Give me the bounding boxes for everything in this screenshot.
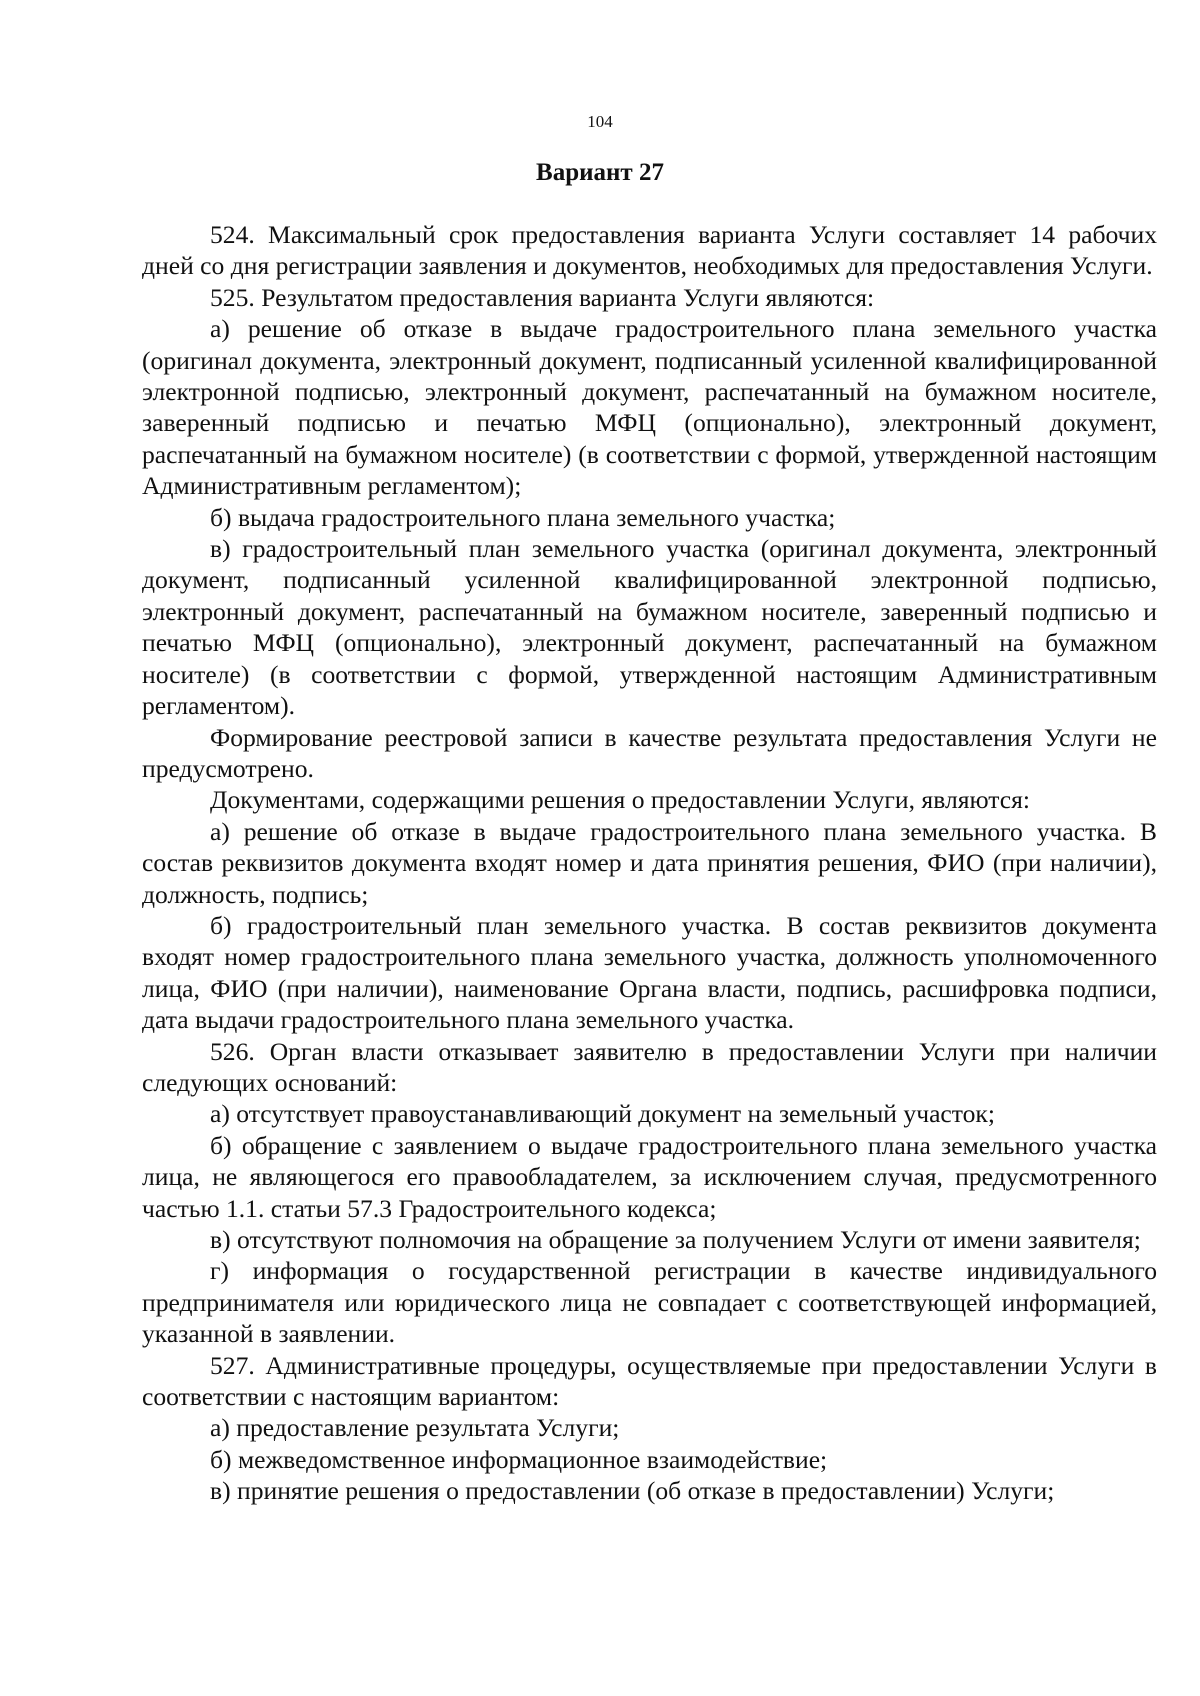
section-heading: Вариант 27 [536,159,664,186]
paragraph-registry-record: Формирование реестровой записи в качестве результата предоставления Услуги не предусмотрено. [142,722,1157,783]
paragraph-526: 526. Орган власти отказывает заявителю в предоставлении Услуги при наличии следующих оснований: [142,1036,1157,1097]
paragraph-decision-documents: Документами, содержащими решения о предоставлении Услуги, являются: [210,785,1031,815]
list-item-525-a: а) решение об отказе в выдаче градостроительного плана земельного участка (оригинал документа, электронный документ, подписанный усиленной квалифицированной электронной подписью, электронный документ, распечатанный на бумажном носителе, заверенный подписью и печатью МФЦ (опционально), электронный документ, распечатанный на бумажном носителе) (в соответствии с формой, утвержденной настоящим Административным регламентом); [142,314,1157,501]
list-item-527-a: а) предоставление результата Услуги; [210,1413,620,1443]
list-item-526-b: б) обращение с заявлением о выдаче градостроительного плана земельного участка лица, не являющегося его правообладателем, за исключением случая, предусмотренного частью 1.1. статьи 57.3 Градостроительного кодекса; [142,1130,1157,1223]
list-item-527-v: в) принятие решения о предоставлении (об отказе в предоставлении) Услуги; [210,1476,1055,1506]
list-item-documents-b: б) градостроительный план земельного участка. В состав реквизитов документа входят номер градостроительного плана земельного участка, должность уполномоченного лица, ФИО (при наличии), наименование Органа власти, подпись, расшифровка подписи, дата выдачи градостроительного плана земельного участка. [142,910,1157,1035]
paragraph-524: 524. Максимальный срок предоставления варианта Услуги составляет 14 рабочих дней со дня регистрации заявления и документов, необходимых для предоставления Услуги. [142,220,1157,281]
list-item-525-v: в) градостроительный план земельного участка (оригинал документа, электронный документ, подписанный усиленной квалифицированной электронной подписью, электронный документ, распечатанный на бумажном носителе, заверенный подписью и печатью МФЦ (опционально), электронный документ, распечатанный на бумажном носителе) (в соответствии с формой, утвержденной настоящим Административным регламентом). [142,534,1157,721]
list-item-526-a: а) отсутствует правоустанавливающий документ на земельный участок; [210,1099,995,1129]
list-item-525-b: б) выдача градостроительного плана земельного участка; [210,502,836,532]
list-item-526-v: в) отсутствуют полномочия на обращение за получением Услуги от имени заявителя; [210,1225,1141,1254]
list-item-526-g: г) информация о государственной регистрации в качестве индивидуального предпринимателя или юридического лица не совпадает с соответствующей информацией, указанной в заявлении. [142,1256,1157,1349]
paragraph-527: 527. Административные процедуры, осуществляемые при предоставлении Услуги в соответствии с настоящим вариантом: [142,1350,1157,1412]
paragraph-525: 525. Результатом предоставления варианта Услуги являются: [210,282,875,312]
page-number: 104 [587,112,613,131]
list-item-documents-a: а) решение об отказе в выдаче градостроительного плана земельного участка. В состав реквизитов документа входят номер и дата принятия решения, ФИО (при наличии), должность, подпись; [142,816,1157,909]
list-item-527-b: б) межведомственное информационное взаимодействие; [210,1444,828,1474]
document-body [142,219,1157,1507]
